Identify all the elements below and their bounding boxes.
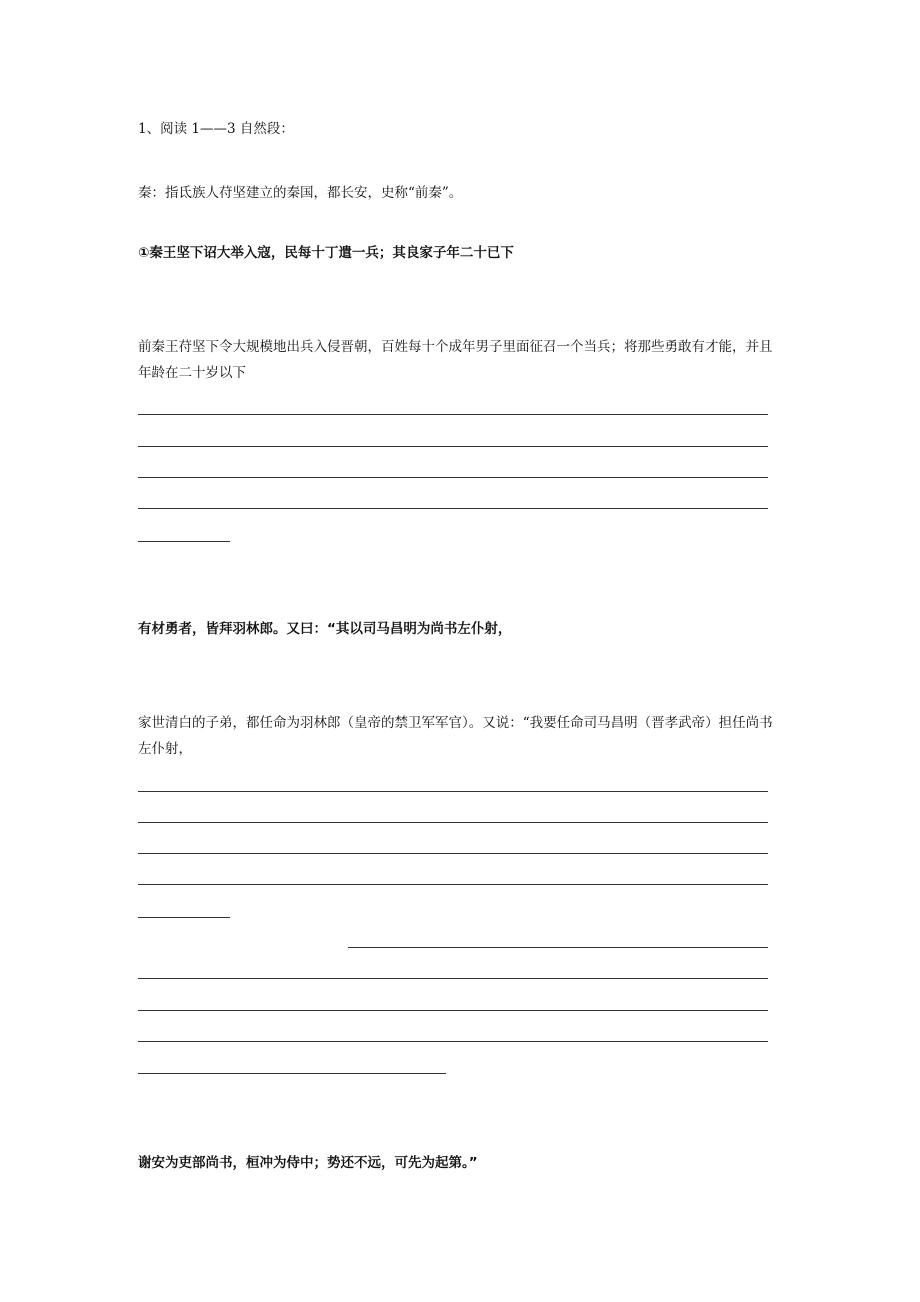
answer-line — [138, 541, 230, 542]
exercise-heading: 1、阅读 1——3 自然段： — [138, 121, 294, 137]
answer-line — [138, 917, 230, 918]
answer-line — [138, 508, 768, 509]
answer-line — [138, 477, 768, 478]
original-text-3: 谢安为吏部尚书，桓冲为侍中；势还不远，可先为起第。” — [138, 1155, 478, 1171]
answer-line — [138, 884, 768, 885]
translation-text-2: 家世清白的子弟，都任命为羽林郎（皇帝的禁卫军军官）。又说：“我要任命司马昌明（晋孝武帝）担任尚书左仆射， — [138, 715, 773, 757]
answer-line — [138, 1010, 768, 1011]
answer-line — [138, 822, 768, 823]
answer-line — [138, 791, 768, 792]
answer-line — [138, 853, 768, 854]
answer-line — [348, 947, 768, 948]
answer-line — [138, 1073, 446, 1074]
answer-line — [138, 978, 768, 979]
answer-line — [138, 414, 768, 415]
answer-line — [138, 1041, 768, 1042]
translation-text-1: 前秦王苻坚下令大规模地出兵入侵晋朝，百姓每十个成年男子里面征召一个当兵；将那些勇敢有才能，并且年龄在二十岁以下 — [138, 339, 773, 381]
original-text-2: 有材勇者，皆拜羽林郎。又曰：“其以司马昌明为尚书左仆射， — [138, 621, 512, 637]
annotation-note: 秦：指氐族人苻坚建立的秦国，都长安，史称“前秦”。 — [138, 185, 463, 201]
original-text-1: ①秦王坚下诏大举入寇，民每十丁遣一兵；其良家子年二十已下 — [138, 245, 514, 261]
answer-line — [138, 446, 768, 447]
